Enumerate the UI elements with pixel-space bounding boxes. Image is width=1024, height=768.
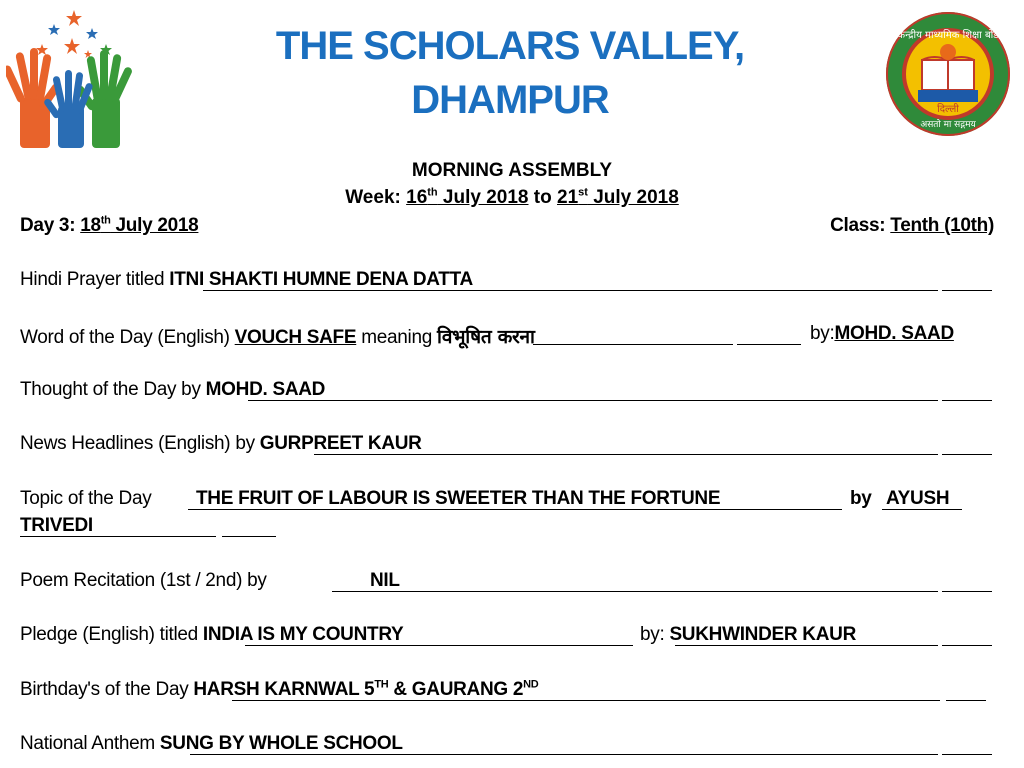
poem-label: Poem Recitation (1st / 2nd) by (20, 570, 267, 591)
seal-top-text: केन्द्रीय माध्यमिक शिक्षा बोर्ड (897, 30, 999, 41)
thought-value: MOHD. SAAD (205, 379, 326, 400)
day-row (20, 215, 198, 237)
word-person: MOHD. SAAD (834, 323, 954, 344)
class-row (830, 215, 994, 237)
seal-motto-text: असतो मा सद्गमय (920, 120, 976, 130)
thought-blank (942, 400, 992, 401)
word-row (20, 323, 535, 349)
prayer-row (20, 269, 473, 291)
thought-underline (248, 400, 938, 401)
topic-person-line1: AYUSH (886, 488, 950, 509)
pledge-label: Pledge (English) titled (20, 624, 203, 645)
topic-person-line2: TRIVEDI (20, 515, 93, 536)
anthem-underline (190, 754, 938, 755)
word-meaning: विभूषित करना (437, 326, 535, 348)
word-by: by:MOHD. SAAD (810, 323, 954, 344)
topic-blank (222, 536, 276, 537)
week-end: 21st July 2018 (557, 186, 679, 208)
pledge-value: INDIA IS MY COUNTRY (202, 624, 404, 645)
week-to: to (533, 187, 552, 208)
pledge-row (20, 624, 403, 646)
school-name-line1: THE SCHOLARS VALLEY, (275, 24, 745, 68)
topic-label: Topic of the Day (20, 488, 152, 509)
topic-value: THE FRUIT OF LABOUR IS SWEETER THAN THE FORTUNE (196, 488, 721, 509)
news-value: GURPREET KAUR (259, 433, 422, 454)
poem-row (20, 570, 267, 592)
topic-underline (188, 509, 842, 510)
day-date: 18th July 2018 (80, 214, 199, 236)
class-value: Tenth (10th) (890, 215, 994, 236)
birthday-row (20, 679, 538, 701)
prayer-blank (942, 290, 992, 291)
topic-person-line2-underline (20, 536, 216, 537)
thought-label: Thought of the Day by (20, 379, 206, 400)
word-blank (737, 344, 801, 345)
birthday-value: HARSH KARNWAL 5TH & GAURANG 2ND (193, 678, 539, 700)
anthem-row (20, 733, 403, 755)
word-label: Word of the Day (English) (20, 327, 235, 348)
topic-by: by (850, 488, 872, 509)
day-label: Day 3: (20, 215, 76, 236)
news-underline (314, 454, 938, 455)
pledge-underline (245, 645, 633, 646)
week-range (0, 187, 1024, 209)
school-name-line2: DHAMPUR (411, 78, 609, 122)
anthem-value: SUNG BY WHOLE SCHOOL (159, 733, 403, 754)
prayer-label: Hindi Prayer titled (20, 269, 170, 290)
poem-underline (332, 591, 938, 592)
word-meaning-underline (533, 344, 733, 345)
pledge-by: by: SUKHWINDER KAUR (640, 624, 856, 645)
birthday-blank (946, 700, 986, 701)
seal-city-text: दिल्ली (937, 104, 959, 115)
pledge-blank (942, 645, 992, 646)
news-blank (942, 454, 992, 455)
prayer-value: ITNI SHAKTI HUMNE DENA DATTA (169, 269, 473, 290)
word-meaning-label: meaning (356, 327, 437, 348)
week-start: 16th July 2018 (406, 186, 529, 208)
topic-person-underline (882, 509, 962, 510)
poem-blank (942, 591, 992, 592)
birthday-underline (232, 700, 940, 701)
word-value: VOUCH SAFE (234, 327, 357, 348)
pledge-person: SUKHWINDER KAUR (669, 624, 856, 645)
pledge-person-underline (675, 645, 938, 646)
class-label: Class: (830, 215, 886, 236)
anthem-blank (942, 754, 992, 755)
assembly-title: MORNING ASSEMBLY (411, 160, 613, 181)
prayer-underline (203, 290, 938, 291)
news-row (20, 433, 422, 455)
anthem-label: National Anthem (20, 733, 160, 754)
thought-row (20, 379, 325, 401)
birthday-label: Birthday's of the Day (20, 679, 194, 700)
week-label: Week: (345, 187, 401, 208)
cbse-seal-logo (882, 8, 1014, 140)
poem-value: NIL (370, 570, 400, 591)
topic-row (20, 488, 151, 510)
hands-stars-logo (6, 6, 134, 148)
news-label: News Headlines (English) by (20, 433, 260, 454)
